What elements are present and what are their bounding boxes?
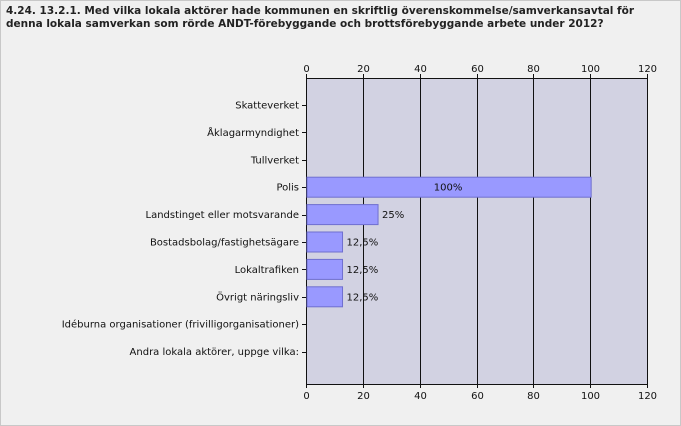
x-tick-label-bottom: 120	[637, 391, 658, 402]
data-label: 12,5%	[346, 292, 379, 304]
bar	[307, 232, 343, 252]
x-tick-label-bottom: 80	[527, 391, 540, 402]
x-tick-label-top: 0	[303, 64, 310, 75]
x-tick-label-bottom: 60	[471, 391, 484, 402]
bar	[307, 287, 343, 307]
x-tick-label-top: 20	[357, 64, 370, 75]
category-label: Idéburna organisationer (frivilligorganisationer)	[61, 319, 299, 331]
category-label: Åklagarmyndighet	[207, 127, 299, 139]
category-label: Övrigt näringsliv	[216, 292, 299, 304]
data-label: 12,5%	[346, 237, 379, 249]
category-label: Polis	[276, 182, 299, 194]
x-tick-label-bottom: 100	[580, 391, 601, 402]
data-label: 12,5%	[346, 264, 379, 276]
chart-title: 4.24. 13.2.1. Med vilka lokala aktörer hade kommunen en skriftlig överenskommelse/samverkansavtal för denna lokala samverkan som rörde ANDT-förebyggande och brottsförebyggande arbete under 2012?	[6, 5, 635, 30]
category-label: Skatteverket	[235, 100, 299, 112]
bar	[307, 259, 343, 279]
category-label: Lokaltrafiken	[234, 264, 299, 276]
bar-chart	[1, 1, 680, 425]
category-label: Andra lokala aktörer, uppge vilka:	[129, 347, 299, 359]
category-label: Landstinget eller motsvarande	[145, 210, 299, 222]
x-tick-label-top: 100	[580, 64, 601, 75]
plot-area	[306, 78, 647, 384]
x-tick-label-bottom: 0	[303, 391, 310, 402]
x-tick-label-top: 120	[637, 64, 658, 75]
x-tick-label-bottom: 40	[414, 391, 427, 402]
category-label: Tullverket	[250, 155, 299, 167]
category-label: Bostadsbolag/fastighetsägare	[149, 237, 299, 249]
data-label: 25%	[382, 210, 405, 222]
data-label: 100%	[433, 182, 463, 194]
x-tick-label-top: 60	[471, 64, 484, 75]
bar	[307, 205, 378, 225]
x-tick-label-top: 80	[527, 64, 540, 75]
x-tick-label-bottom: 20	[357, 391, 370, 402]
x-tick-label-top: 40	[414, 64, 427, 75]
